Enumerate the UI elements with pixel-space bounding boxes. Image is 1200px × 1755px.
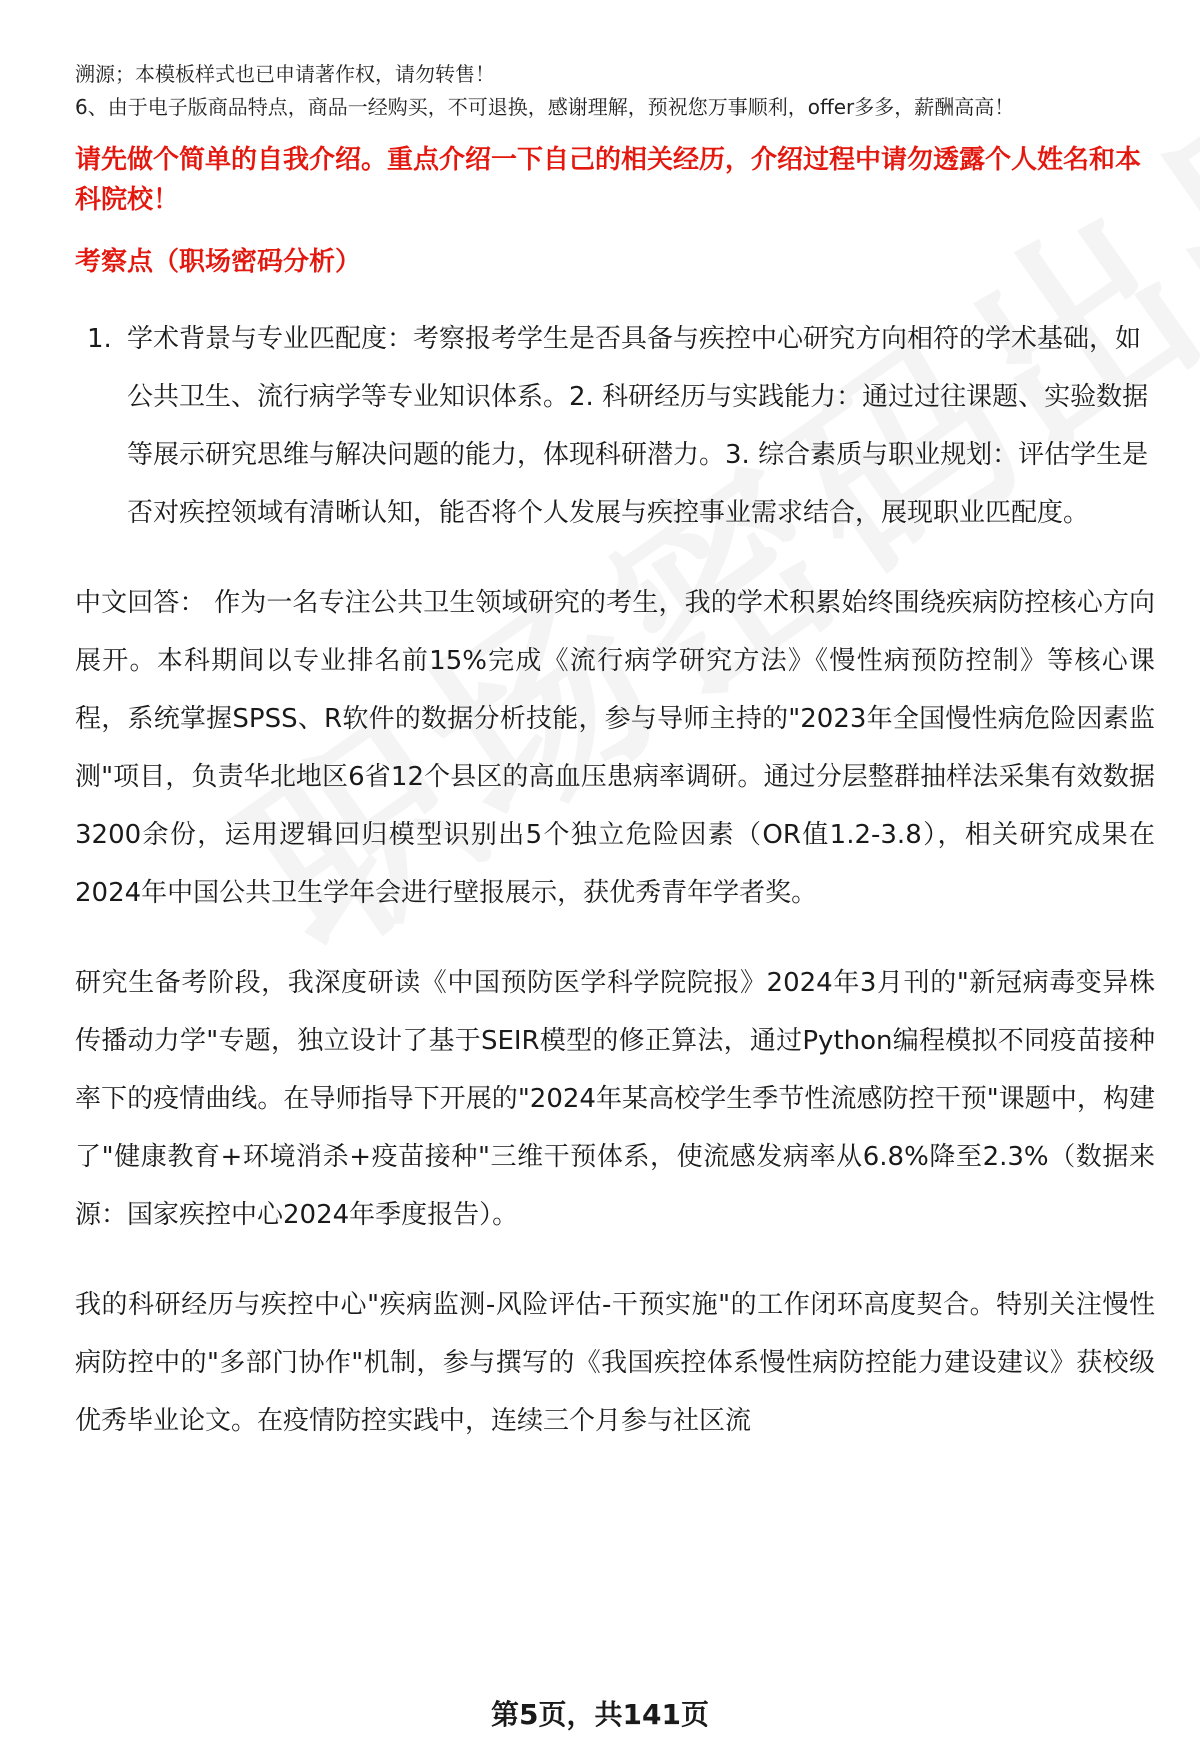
question-heading: 请先做个简单的自我介绍。重点介绍一下自己的相关经历，介绍过程中请勿透露个人姓名和本科院校！ [75,145,1142,215]
assessment-points-list [75,310,1155,542]
page-number-footer: 第5页，共141页 [491,1698,709,1731]
section-title: 考察点（职场密码分析） [75,247,362,277]
answer-paragraph-2: 研究生备考阶段，我深度研读《中国预防医学科学院院报》2024年3月刊的"新冠病毒变异株传播动力学"专题，独立设计了基于SEIR模型的修正算法，通过Python编程模拟不同疫苗接种率下的疫情曲线。在导师指导下开展的"2024年某高校学生季节性流感防控干预"课题中，构建了"健康教育+环境消杀+疫苗接种"三维干预体系，使流感发病率从6.8%降至2.3%（数据来源：国家疾控中心2024年季度报告）。 [75,968,1155,1230]
answer-paragraph-1: 中文回答： 作为一名专注公共卫生领域研究的考生，我的学术积累始终围绕疾病防控核心方向展开。本科期间以专业排名前15%完成《流行病学研究方法》《慢性病预防控制》等核心课程，系统掌握SPSS、R软件的数据分析技能，参与导师主持的"2023年全国慢性病危险因素监测"项目，负责华北地区6省12个县区的高血压患病率调研。通过分层整群抽样法采集有效数据3200余份，运用逻辑回归模型识别出5个独立危险因素（OR值1.2-3.8），相关研究成果在2024年中国公共卫生学年会进行壁报展示，获优秀青年学者奖。 [75,588,1155,908]
notice-line-1: 溯源；本模板样式也已申请著作权，请勿转售！ [75,62,495,86]
list-item-number: 1. [87,324,112,354]
page-content [75,58,1155,1450]
list-item-text: 学术背景与专业匹配度：考察报考学生是否具备与疾控中心研究方向相符的学术基础，如公共卫生、流行病学等专业知识体系。2. 科研经历与实践能力：通过过往课题、实验数据等展示研究思维与解决问题的能力，体现科研潜力。3. 综合素质与职业规划：评估学生是否对疾控领域有清晰认知，能否将个人发展与疾控事业需求结合，展现职业匹配度。 [127,324,1149,528]
list-item [75,310,1155,542]
notice-line-2: 6、由于电子版商品特点，商品一经购买，不可退换，感谢理解，预祝您万事顺利，offer多多，薪酬高高！ [75,95,1015,119]
answer-paragraph-3: 我的科研经历与疾控中心"疾病监测-风险评估-干预实施"的工作闭环高度契合。特别关注慢性病防控中的"多部门协作"机制，参与撰写的《我国疾控体系慢性病防控能力建设建议》获校级优秀毕业论文。在疫情防控实践中，连续三个月参与社区流 [75,1290,1155,1436]
